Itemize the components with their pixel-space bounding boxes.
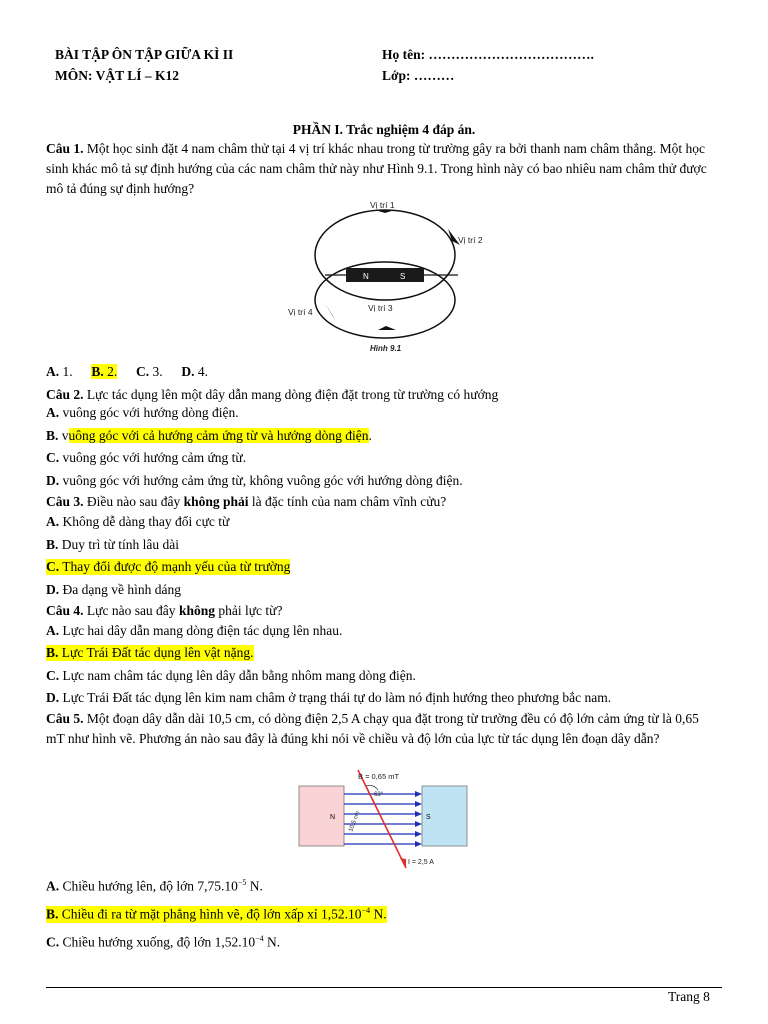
q3-option-b[interactable]: B. Duy trì từ tính lâu dài — [46, 537, 179, 552]
field-strength-label: B = 0,65 mT — [358, 772, 400, 781]
header-subject: MÔN: VẬT LÍ – K12 — [55, 68, 180, 83]
question-text: Một học sinh đặt 4 nam châm thử tại 4 vị trí khác nhau trong từ trường gây ra bởi thanh nam châm thẳng. Một học sinh khác mô tả sự định hướng của các nam châm thử này như Hình 9.1. Trong hình này có bao nhiêu nam châm thử được mô tả đúng sự định hướng? — [46, 141, 707, 196]
footer-rule — [46, 987, 722, 988]
figure-q5 — [296, 768, 471, 870]
figure-caption: Hình 9.1 — [370, 344, 402, 353]
name-dots: ………………………………. — [425, 47, 594, 62]
question-3: Câu 3. Điều nào sau đây không phải là đặc tính của nam châm vĩnh cửu? — [46, 494, 447, 509]
option-b[interactable]: B. 2. — [91, 364, 118, 379]
field-arrowheads — [415, 791, 422, 847]
highlighted-answer: uông góc với cả hướng cảm ứng từ và hướng dòng điện — [68, 428, 369, 443]
q5-option-c[interactable]: C. Chiều hướng xuống, độ lớn $1,52.10^{-4}$ N. — [46, 934, 281, 950]
wire — [358, 770, 406, 868]
compass-needle-1 — [375, 210, 395, 213]
angle-label: 63° — [374, 792, 384, 798]
option-a[interactable]: A. 1. — [46, 364, 73, 379]
question-2: Câu 2. Lực tác dụng lên một dây dẫn mang dòng điện đặt trong từ trường có hướng — [46, 387, 499, 402]
north-label: N — [330, 814, 336, 821]
q5-option-a[interactable]: A. Chiều hướng lên, độ lớn $7,75.10^{-5}$ N. — [46, 878, 263, 894]
q3-option-a[interactable]: A. Không dễ dàng thay đổi cực từ — [46, 514, 230, 529]
north-pole — [299, 786, 344, 846]
question-label: Câu 1. — [46, 141, 84, 156]
name-label: Họ tên: — [382, 47, 426, 62]
class-dots: ……… — [410, 68, 455, 83]
field-loop-top — [315, 210, 455, 300]
q4-option-b[interactable]: B. Lực Trái Đất tác dụng lên vật nặng. — [46, 645, 254, 660]
q4-option-d[interactable]: D. Lực Trái Đất tác dụng lên kim nam châm ở trạng thái tự do làm nó định hướng theo phương bắc nam. — [46, 690, 612, 705]
section-title: PHẦN I. Trắc nghiệm 4 đáp án. — [292, 122, 476, 137]
question-4: Câu 4. Lực nào sau đây không phải lực từ? — [46, 603, 283, 618]
page-number: Trang 8 — [668, 989, 710, 1004]
class-label: Lớp: — [382, 68, 411, 83]
bar-magnet — [346, 268, 424, 282]
q4-option-c[interactable]: C. Lực nam châm tác dụng lên dây dẫn bằng nhôm mang dòng điện. — [46, 668, 416, 683]
q3-option-d[interactable]: D. Đa dạng về hình dáng — [46, 582, 181, 597]
q5-option-b[interactable]: B. Chiều đi ra từ mặt phẳng hình vẽ, độ lớn xấp xỉ $1,52.10^{-4}$ N. — [46, 906, 387, 922]
south-label: S — [426, 814, 431, 821]
position-3-label: Vị trí 3 — [368, 303, 393, 313]
magnet-s-label: S — [400, 272, 406, 281]
header-name-field — [382, 47, 594, 63]
q1-options — [46, 364, 208, 380]
position-4-label: Vị trí 4 — [288, 307, 313, 317]
current-label: I = 2,5 A — [408, 859, 434, 866]
option-d[interactable]: D. 4. — [181, 364, 209, 379]
q3-option-c[interactable]: C. Thay đổi được độ mạnh yếu của từ trường — [46, 559, 291, 574]
question-5: Câu 5. Một đoạn dây dẫn dài 10,5 cm, có dòng điện 2,5 A chạy qua đặt trong từ trường đều có độ lớn cảm ứng từ là 0,65 mT như hình vẽ. Phương án nào sau đây là đúng khi nói về chiều và độ lớn của lực từ tác dụng lên đoạn dây dẫn? — [46, 711, 699, 746]
option-c[interactable]: C. 3. — [136, 364, 163, 379]
header-class-field — [382, 68, 454, 84]
q2-option-b[interactable]: B. vuông góc với cả hướng cảm ứng từ và hướng dòng điện. — [46, 428, 372, 443]
question-1 — [46, 139, 718, 199]
length-label: 10,5 cm — [348, 810, 362, 833]
q2-option-c[interactable]: C. vuông góc với hướng cảm ứng từ. — [46, 450, 247, 465]
position-2-label: Vị trí 2 — [458, 235, 483, 245]
magnet-n-label: N — [363, 272, 369, 281]
compass-needle-4 — [325, 303, 336, 321]
current-arrow — [400, 858, 406, 868]
position-1-label: Vị trí 1 — [370, 200, 395, 210]
header-title: BÀI TẬP ÔN TẬP GIỮA KÌ II — [55, 47, 234, 62]
q4-option-a[interactable]: A. Lực hai dây dẫn mang dòng điện tác dụng lên nhau. — [46, 623, 343, 638]
figure-9-1 — [288, 195, 500, 360]
q2-option-d[interactable]: D. vuông góc với hướng cảm ứng từ, không vuông góc với hướng dòng điện. — [46, 473, 463, 488]
q2-option-a[interactable]: A. vuông góc với hướng dòng điện. — [46, 405, 239, 420]
compass-needle-3 — [378, 326, 396, 330]
